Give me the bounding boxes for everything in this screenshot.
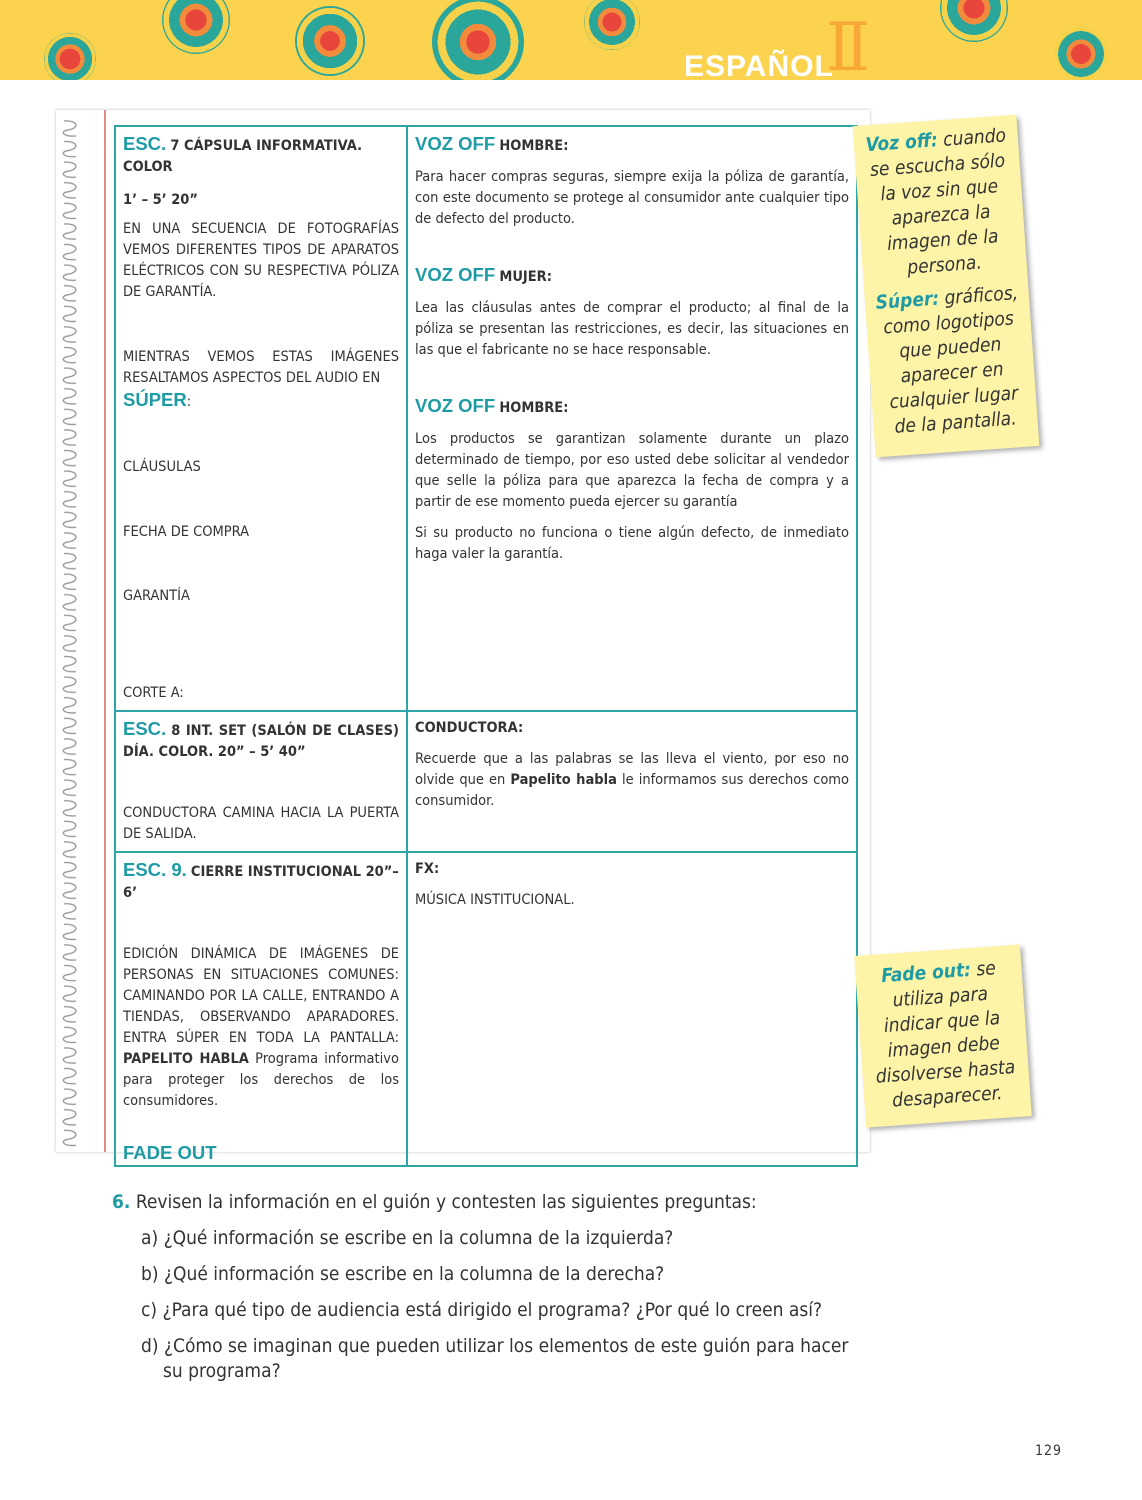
- effects-label: FX:: [415, 861, 440, 877]
- super-word: SÚPER: [123, 389, 187, 410]
- subject-title: ESPAÑOL: [684, 50, 834, 80]
- definition-voz-off: Voz off: cuando se escucha sólo la voz sin que aparezca la imagen de la persona.: [864, 124, 1007, 279]
- decorative-circle-icon: [940, 0, 1008, 42]
- scene-description: CONDUCTORA CAMINA HACIA LA PUERTA DE SALIDA.: [123, 805, 399, 842]
- scene-description: EN UNA SECUENCIA DE FOTOGRAFÍAS VEMOS DIFERENTES TIPOS DE APARATOS ELÉCTRICOS CON SU RESPECTIVA PÓLIZA DE GARANTÍA.: [123, 221, 399, 300]
- fade-out-label: FADE OUT: [123, 1142, 217, 1163]
- program-name: Papelito habla: [510, 772, 617, 788]
- script-table: [114, 125, 858, 1167]
- voice-label: VOZ OFF: [415, 264, 496, 285]
- list-item: GARANTÍA: [123, 588, 190, 604]
- sticky-note-fade-out: [854, 944, 1032, 1127]
- list-item: a) ¿Qué información se escribe en la columna de la izquierda?: [141, 1227, 674, 1249]
- voice-speaker: HOMBRE:: [499, 138, 569, 154]
- page-header: [0, 0, 1142, 80]
- scene-cell: [115, 126, 407, 711]
- voice-label: VOZ OFF: [415, 133, 496, 154]
- decorative-circle-icon: [295, 6, 365, 76]
- question-intro: 6. Revisen la información en el guión y contesten las siguientes preguntas:: [112, 1191, 757, 1213]
- decorative-circle-icon: [584, 0, 640, 50]
- decorative-circle-icon: [432, 0, 524, 80]
- voice-text: Para hacer compras seguras, siempre exija la póliza de garantía, con este documento se protege al consumidor ante cualquier tipo de defecto del producto.: [415, 169, 849, 227]
- corte-label: CORTE A:: [123, 685, 184, 701]
- list-item: CLÁUSULAS: [123, 459, 201, 475]
- subject-level: II: [826, 9, 863, 80]
- scene-title: 8 INT. SET (SALÓN DE CLASES) DÍA. COLOR. 20” – 5’ 40”: [123, 723, 399, 760]
- scene-title: 7 CÁPSULA INFORMATIVA. COLOR: [123, 138, 363, 175]
- program-name: PAPELITO HABLA: [123, 1051, 249, 1067]
- list-item: c) ¿Para qué tipo de audiencia está dirigido el programa? ¿Por qué lo creen así?: [141, 1299, 823, 1321]
- scene-label: ESC.: [123, 718, 167, 739]
- audio-cell: [407, 711, 857, 852]
- decorative-circle-icon: [162, 0, 230, 54]
- scene-label: ESC. 9.: [123, 859, 187, 880]
- scene-cell: [115, 711, 407, 852]
- scene-title: CIERRE INSTITUCIONAL 20”– 6’: [123, 864, 399, 901]
- scene-description: EDICIÓN DINÁMICA DE IMÁGENES DE PERSONAS EN SITUACIONES COMUNES: CAMINANDO POR LA CALLE, ENTRANDO A TIENDAS, OBSERVANDO APARADORES. ENTRA SÚPER EN TODA LA PANTALLA: PAPELITO HABLA Programa informativo para proteger los derechos de los consumidores.: [123, 946, 399, 1109]
- voice-text: Si su producto no funciona o tiene algún defecto, de inmediato haga valer la garantía.: [415, 525, 849, 562]
- definition-super: Súper: gráficos, como logotipos que pueden aparecer en cualquier lugar de la pantalla.: [874, 282, 1019, 438]
- voice-label: VOZ OFF: [415, 395, 496, 416]
- decorative-circle-icon: [44, 33, 96, 80]
- table-row: [115, 126, 857, 711]
- list-item: FECHA DE COMPRA: [123, 524, 250, 540]
- page-number: 129: [1035, 1443, 1063, 1459]
- table-row: [115, 711, 857, 852]
- questions-section: [112, 1190, 892, 1384]
- voice-speaker: HOMBRE:: [499, 400, 569, 416]
- audio-cell: [407, 126, 857, 711]
- table-row: [115, 852, 857, 1166]
- margin-line: [104, 110, 106, 1152]
- audio-cell: [407, 852, 857, 1166]
- voice-speaker: MUJER:: [499, 269, 552, 285]
- voice-text: Lea las cláusulas antes de comprar el producto; al final de la póliza se presentan las restricciones, es decir, las situaciones en las que el fabricante no se hace responsable.: [415, 300, 849, 358]
- list-item: b) ¿Qué información se escribe en la columna de la derecha?: [141, 1263, 665, 1285]
- effects-text: MÚSICA INSTITUCIONAL.: [415, 892, 575, 908]
- voice-speaker: CONDUCTORA:: [415, 720, 524, 736]
- scene-cell: [115, 852, 407, 1166]
- decorative-circle-icon: [1054, 27, 1108, 80]
- sticky-note-definitions: [853, 115, 1040, 458]
- scene-description: MIENTRAS VEMOS ESTAS IMÁGENES RESALTAMOS ASPECTOS DEL AUDIO EN SÚPER:: [123, 349, 399, 410]
- question-number: 6.: [112, 1191, 131, 1213]
- list-item: d) ¿Cómo se imaginan que pueden utilizar los elementos de este guión para hacer su programa?: [141, 1335, 849, 1382]
- definition-fade-out: Fade out: se utiliza para indicar que la imagen debe disolverse hasta desaparecer.: [875, 957, 1016, 1112]
- spiral-binding-icon: [56, 118, 86, 1148]
- scene-label: ESC.: [123, 133, 167, 154]
- voice-text: Los productos se garantizan solamente durante un plazo determinado de tiempo, por eso usted debe solicitar al vendedor que selle la póliza para que aparezca la fecha de compra y a partir de ese momento pueda ejercer su garantía: [415, 431, 849, 510]
- voice-text: Recuerde que a las palabras se las lleva el viento, por eso no olvide que en Papelito habla le informamos sus derechos como consumidor.: [415, 751, 849, 809]
- scene-time: 1’ – 5’ 20”: [123, 192, 198, 208]
